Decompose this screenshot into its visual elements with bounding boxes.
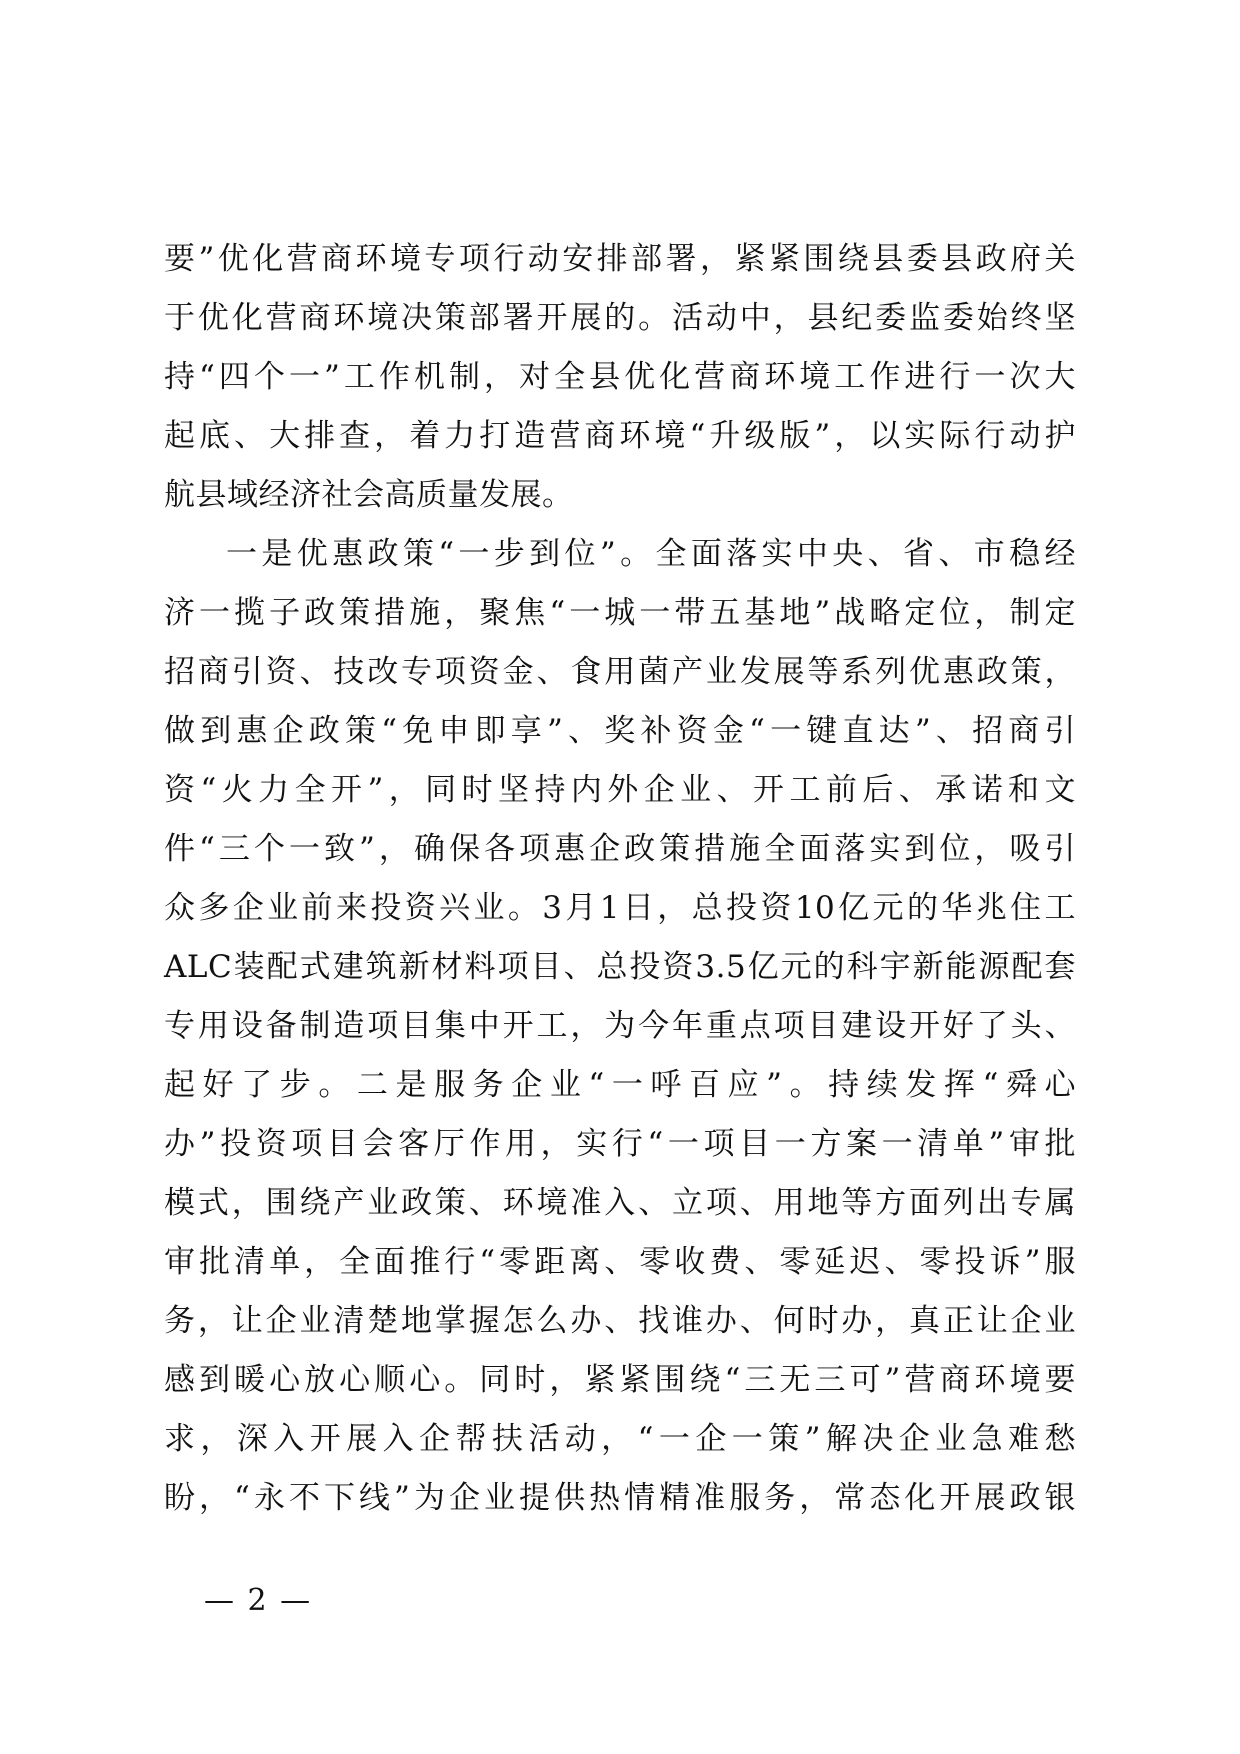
text-line: 招商引资、技改专项资金、食用菌产业发展等系列优惠政策， (164, 654, 1076, 690)
text-line: 专用设备制造项目集中开工，为今年重点项目建设开好了头、 (164, 1008, 1076, 1044)
text-line: 审批清单，全面推行“零距离、零收费、零延迟、零投诉”服 (164, 1244, 1076, 1280)
text-line: 起底、大排查，着力打造营商环境“升级版”，以实际行动护 (164, 418, 1076, 454)
text-line: 起好了步。二是服务企业“一呼百应”。持续发挥“舜心 (164, 1067, 1076, 1103)
text-line: 做到惠企政策“免申即享”、奖补资金“一键直达”、招商引 (164, 713, 1076, 749)
text-line: 盼，“永不下线”为企业提供热情精准服务，常态化开展政银 (164, 1480, 1076, 1516)
body-text (164, 230, 1076, 1528)
text-line: 求，深入开展入企帮扶活动，“一企一策”解决企业急难愁 (164, 1421, 1076, 1457)
text-line: 务，让企业清楚地掌握怎么办、找谁办、何时办，真正让企业 (164, 1303, 1076, 1339)
text-line: 一是优惠政策“一步到位”。全面落实中央、省、市稳经 (226, 536, 1076, 572)
text-line: 办”投资项目会客厅作用，实行“一项目一方案一清单”审批 (164, 1126, 1076, 1162)
text-line: 持“四个一”工作机制，对全县优化营商环境工作进行一次大 (164, 359, 1076, 395)
text-line: ALC装配式建筑新材料项目、总投资3.5亿元的科宇新能源配套 (164, 949, 1076, 985)
text-line: 济一揽子政策措施，聚焦“一城一带五基地”战略定位，制定 (164, 595, 1076, 631)
text-line: 于优化营商环境决策部署开展的。活动中，县纪委监委始终坚 (164, 300, 1076, 336)
text-line: 感到暖心放心顺心。同时，紧紧围绕“三无三可”营商环境要 (164, 1362, 1076, 1398)
text-line: 要”优化营商环境专项行动安排部署，紧紧围绕县委县政府关 (164, 241, 1076, 277)
text-line: 模式，围绕产业政策、环境准入、立项、用地等方面列出专属 (164, 1185, 1076, 1221)
text-line: 件“三个一致”，确保各项惠企政策措施全面落实到位，吸引 (164, 831, 1076, 867)
text-line: 众多企业前来投资兴业。3月1日，总投资10亿元的华兆住工 (164, 890, 1076, 926)
page-number: — 2 — (204, 1583, 313, 1618)
text-line: 资“火力全开”，同时坚持内外企业、开工前后、承诺和文 (164, 772, 1076, 808)
text-line: 航县域经济社会高质量发展。 (164, 477, 574, 513)
